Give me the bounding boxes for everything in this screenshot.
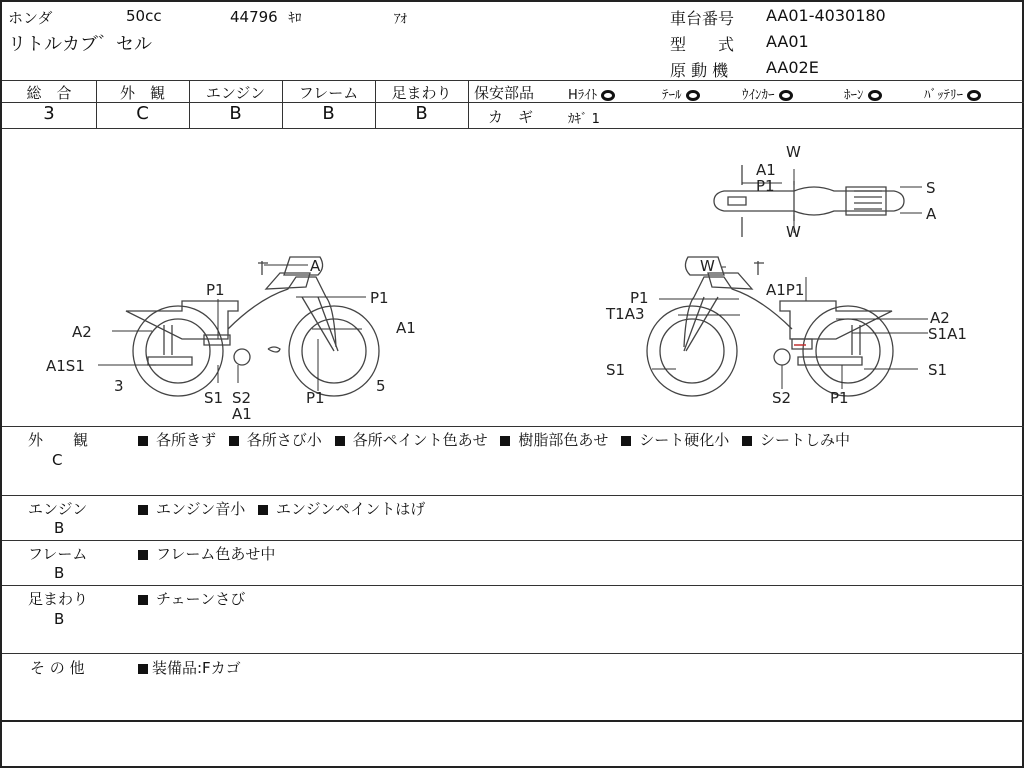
diagram-label: 3: [114, 377, 124, 395]
bullet-square-icon: [229, 436, 239, 446]
remark-title: 外 観: [28, 431, 89, 449]
top-view-bike: [714, 165, 904, 237]
divider: [2, 426, 1024, 427]
remark-item: 各所ペイント色あせ: [352, 431, 488, 449]
diagram-label: A1: [756, 161, 776, 179]
safety-item-headlight: [568, 84, 615, 103]
remark-item: 樹脂部色あせ: [518, 431, 609, 449]
diagram-label: P1: [756, 177, 775, 195]
diagram-label: W: [700, 257, 715, 275]
diagram-label: P1: [206, 281, 225, 299]
safety-item-horn: [844, 84, 882, 103]
remark-grade: B: [54, 564, 65, 582]
diagram-label: S1: [928, 361, 948, 379]
grade-header-exterior: 外 観: [119, 84, 165, 102]
grade-value-total: 3: [43, 103, 55, 124]
remark-title: 足まわり: [28, 590, 89, 608]
grade-value-frame: B: [322, 103, 335, 124]
left-side-bike: [126, 257, 379, 396]
safety-item-label: Hﾗｲﾄ: [568, 88, 598, 103]
bullet-square-icon: [138, 595, 148, 605]
displacement: 50cc: [126, 7, 162, 25]
diagram-label: S2: [772, 389, 792, 407]
remark-items: [138, 657, 241, 678]
safety-item-tail: [662, 84, 700, 103]
type-value: AA01: [766, 32, 809, 51]
diagram-label: A1S1: [46, 357, 85, 375]
remark-item: エンジン音小: [156, 500, 246, 518]
diagram-label: P1: [306, 389, 325, 407]
muffler: [798, 357, 862, 365]
remark-item: 装備品:Fカゴ: [152, 659, 241, 677]
remark-item: 各所さび小: [246, 431, 322, 449]
safety-item-label: ｳｲﾝｶｰ: [742, 88, 775, 103]
remark-item: シート硬化小: [639, 431, 730, 449]
grade-header-suspension: 足まわり: [391, 84, 452, 102]
mileage-unit: ｷﾛ: [288, 11, 302, 26]
safety-item-winker: [742, 84, 793, 103]
safety-item-label: ﾃｰﾙ: [662, 88, 682, 103]
bullet-square-icon: [138, 550, 148, 560]
bullet-square-icon: [621, 436, 631, 446]
divider: [468, 80, 469, 128]
remark-items: [138, 588, 245, 609]
ok-circle-icon: [779, 90, 793, 101]
diagram-label: W: [786, 223, 801, 241]
safety-item-battery: [924, 84, 981, 103]
remark-grade: B: [54, 610, 65, 628]
safety-item-label: ﾎｰﾝ: [844, 88, 864, 103]
bullet-square-icon: [742, 436, 752, 446]
remark-item: フレーム色あせ中: [156, 545, 276, 563]
ok-circle-icon: [686, 90, 700, 101]
model-name: リトルカブ゛セル: [8, 34, 152, 55]
diagram-label: A1P1: [766, 281, 805, 299]
engine-value: AA02E: [766, 58, 819, 77]
diagram-label: S1A1: [928, 325, 967, 343]
bullet-square-icon: [138, 505, 148, 515]
diagram-labels: [46, 143, 967, 423]
diagram-label: P1: [830, 389, 849, 407]
ok-circle-icon: [967, 90, 981, 101]
ok-circle-icon: [601, 90, 615, 101]
frame-no: AA01-4030180: [766, 6, 886, 25]
diagram-label: P1: [370, 289, 389, 307]
damage-diagram: [2, 129, 1024, 425]
remark-title: エンジン: [28, 500, 88, 518]
grade-header-frame: フレーム: [298, 84, 359, 102]
key-value: ｶｷﾞ 1: [568, 112, 600, 127]
mileage: [230, 7, 302, 26]
remark-items: [138, 498, 425, 519]
bullet-square-icon: [335, 436, 345, 446]
grade-header-engine: エンジン: [205, 84, 266, 102]
divider: [2, 80, 1024, 81]
color: ｱｵ: [394, 12, 407, 27]
diagram-label: A2: [930, 309, 950, 327]
safety-item-label: ﾊﾞｯﾃﾘｰ: [924, 88, 963, 103]
diagram-label: S1: [606, 361, 626, 379]
bullet-square-icon: [500, 436, 510, 446]
type-label: 型 式: [670, 35, 735, 54]
divider: [2, 720, 1024, 722]
diagram-label: A: [926, 205, 937, 223]
grade-value-suspension: B: [415, 103, 428, 124]
remark-items: [138, 429, 850, 450]
frame-no-label: 車台番号: [670, 9, 735, 28]
diagram-label: A: [310, 257, 321, 275]
diagram-label: T1A3: [606, 305, 645, 323]
grade-value-exterior: C: [136, 103, 149, 124]
remark-item: チェーンさび: [156, 590, 246, 608]
diagram-label: 5: [376, 377, 386, 395]
remark-title: フレーム: [28, 545, 88, 563]
diagram-label: A1: [396, 319, 416, 337]
diagram-label: S1: [204, 389, 224, 407]
diagram-label: S: [926, 179, 936, 197]
safety-title: 保安部品: [474, 84, 535, 102]
remark-item: 各所きず: [156, 431, 217, 449]
diagram-label: A1: [232, 405, 252, 423]
divider: [2, 540, 1024, 541]
remark-item: シートしみ中: [759, 431, 850, 449]
divider: [2, 495, 1024, 496]
ok-circle-icon: [868, 90, 882, 101]
divider: [2, 585, 1024, 586]
grade-value-engine: B: [229, 103, 242, 124]
grade-header-total: 総 合: [26, 84, 72, 102]
mileage-value: 44796: [230, 8, 278, 26]
bullet-square-icon: [138, 664, 148, 674]
diagram-label: W: [786, 143, 801, 161]
remark-title: そ の 他: [30, 659, 85, 677]
remark-grade: C: [52, 451, 63, 469]
engine-label: 原 動 機: [670, 61, 729, 80]
key-label: カ ギ: [488, 108, 534, 126]
bullet-square-icon: [258, 505, 268, 515]
muffler: [148, 357, 192, 365]
divider: [2, 653, 1024, 654]
right-side-bike: [647, 257, 893, 396]
remark-items: [138, 543, 275, 564]
bullet-square-icon: [138, 436, 148, 446]
diagram-label: P1: [630, 289, 649, 307]
diagram-label: A2: [72, 323, 92, 341]
maker: ホンダ: [8, 9, 53, 27]
remark-item: エンジンペイントはげ: [276, 500, 426, 518]
diagram-label: S2: [232, 389, 252, 407]
remark-grade: B: [54, 519, 65, 537]
